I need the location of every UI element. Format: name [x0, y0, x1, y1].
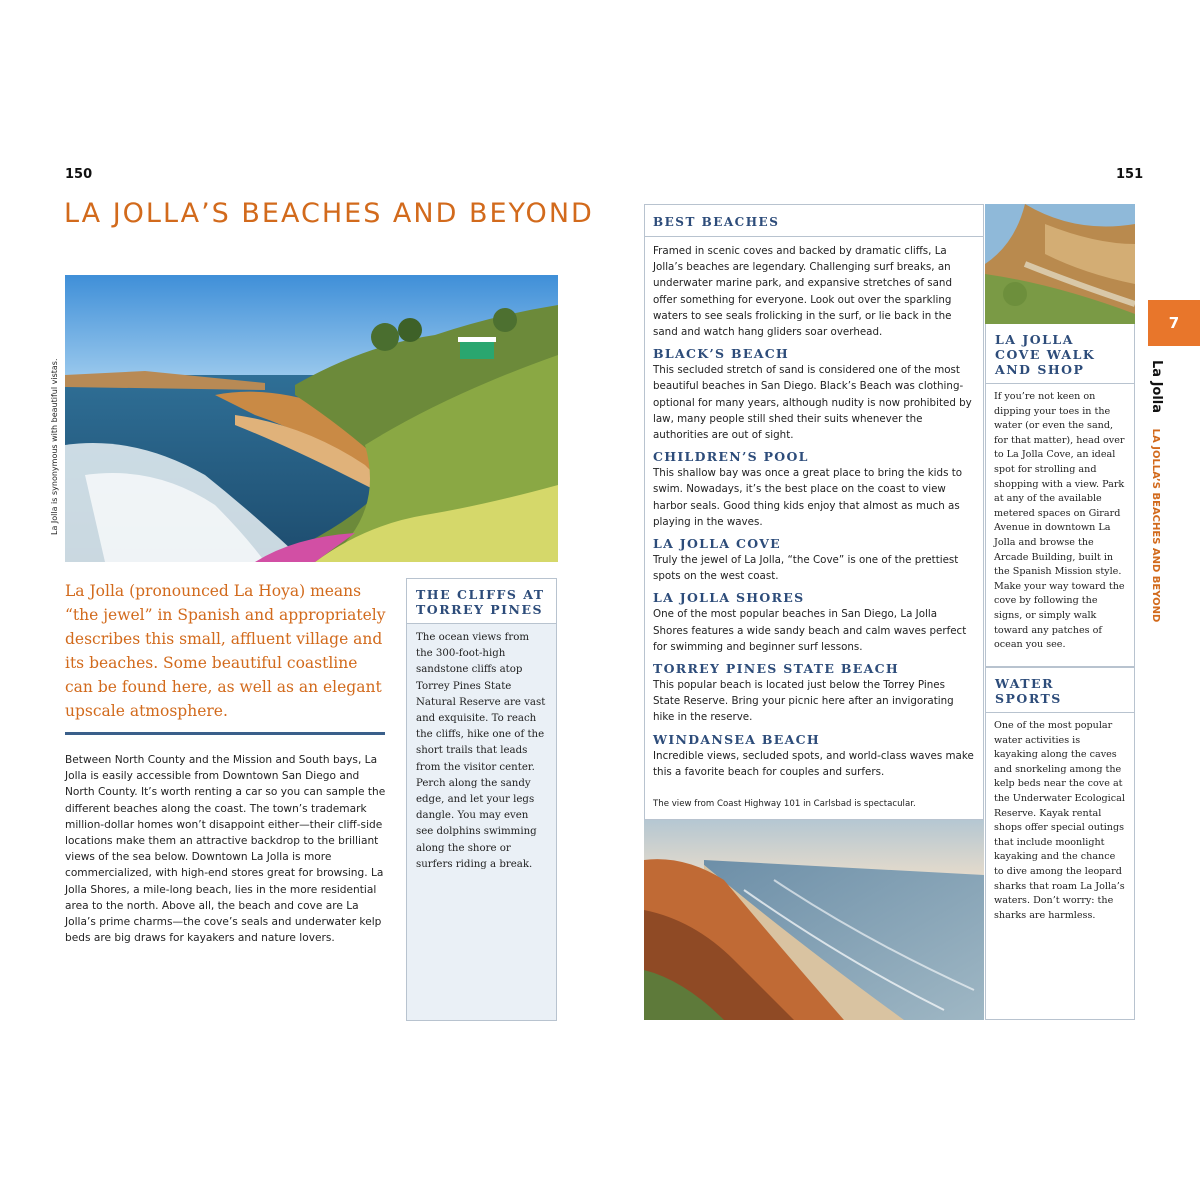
best-beaches-title: BEST BEACHES	[653, 215, 780, 229]
best-beaches-panel	[644, 204, 984, 820]
running-head	[1149, 360, 1168, 622]
beach-description: One of the most popular beaches in San Diego, La Jolla Shores features a wide sandy beach and calm waves perfect for swimming and beginner surf lessons.	[653, 608, 967, 653]
sidebar-water-title: WATER SPORTS	[986, 668, 1134, 713]
coast-photo-caption: The view from Coast Highway 101 in Carlsbad is spectacular.	[653, 799, 916, 809]
best-beaches-header	[645, 205, 983, 237]
coast-photo	[644, 820, 984, 1020]
beach-name: TORREY PINES STATE BEACH	[653, 661, 899, 677]
sidebar-water-sports	[985, 667, 1135, 1020]
sidebar-cove-text: If you’re not keen on dipping your toes in the water (or even the sand, for that matter), head over to La Jolla Cove, an ideal spot for strolling and shopping with a view. Park at any of the available metered spaces on Girard Avenue in downtown La Jolla and browse the Arcade Building, built in the Spanish Mission style. Make your way toward the cove by following the signs, or simply walk toward any patches of ocean you see.	[986, 384, 1134, 659]
intro-divider	[65, 732, 385, 735]
beach-description: Truly the jewel of La Jolla, “the Cove” is one of the prettiest spots on the west coast.	[653, 554, 959, 583]
path-photo	[985, 204, 1135, 324]
cliff-photo	[65, 275, 558, 562]
beach-name: LA JOLLA COVE	[653, 536, 782, 552]
beach-entry	[653, 346, 975, 443]
sidebar-cliffs-text: The ocean views from the 300-foot-high sandstone cliffs atop Torrey Pines State Natural Reserve are vast and exquisite. To reach the cliffs, hike one of the short trails that leads from the visitor center. Perch along the sandy edge, and let your legs dangle. You may even see dolphins swimming along the shore or surfers riding a break.	[416, 632, 546, 870]
best-beaches-intro: Framed in scenic coves and backed by dramatic cliffs, La Jolla’s beaches are legendary. Challenging surf breaks, an underwater marine park, and expansive stretches of sand offer something for everyone. Look out over the sparkling waters to see seals frolicking in the surf, or lie back in the sand and watch hang gliders soar overhead.	[653, 245, 952, 339]
beach-description: This secluded stretch of sand is considered one of the most beautiful beaches in San Diego. Black’s Beach was clothing-optional for many years, although nudity is now prohibited by law, many people still shed their suits whenever the authorities are out of sight.	[653, 364, 972, 442]
beach-name: LA JOLLA SHORES	[653, 590, 805, 606]
beach-entry	[653, 732, 975, 780]
sidebar-cove-title: LA JOLLA COVE WALK AND SHOP	[986, 324, 1134, 384]
beach-description: Incredible views, secluded spots, and world-class waves make this a favorite beach for couples and surfers.	[653, 749, 974, 778]
intro-paragraph: La Jolla (pronounced La Hoya) means “the jewel” in Spanish and appropriately describes this small, affluent village and its beaches. Some beautiful coastline can be found here, as well as an elegant upscale atmosphere.	[65, 582, 386, 720]
beach-entry	[653, 590, 975, 655]
sidebar-cliffs	[406, 578, 557, 1021]
beach-name: CHILDREN’S POOL	[653, 449, 809, 465]
running-head-area: La Jolla	[1149, 360, 1164, 414]
path-photo-graphic	[985, 204, 1135, 324]
beach-name: WINDANSEA BEACH	[653, 731, 820, 747]
sidebar-cliffs-title: THE CLIFFS AT TORREY PINES	[407, 579, 556, 624]
beach-entry	[653, 661, 975, 726]
beach-entry	[653, 536, 975, 584]
beach-entry	[653, 449, 975, 530]
photo-caption-vertical: La Jolla is synonymous with beautiful vistas.	[50, 358, 59, 535]
page-number-left: 150	[65, 167, 93, 182]
sidebar-cove	[985, 324, 1135, 667]
page-title: LA JOLLA’S BEACHES AND BEYOND	[64, 198, 594, 229]
sidebar-water-text: One of the most popular water activities is kayaking along the caves and snorkeling among the kelp beds near the cove at the Underwater Ecological Reserve. Kayak rental shops offer special outings that include moonlight kayaking and the chance to dive among the leopard sharks that roam La Jolla’s waters. Don’t worry: the sharks are harmless.	[986, 713, 1134, 929]
page-number-right: 151	[1116, 167, 1144, 182]
coast-photo-graphic	[644, 820, 984, 1020]
chapter-tab: 7	[1148, 300, 1200, 346]
beach-description: This popular beach is located just below the Torrey Pines State Reserve. Bring your picnic here after an invigorating hike in the reserve.	[653, 679, 954, 724]
beach-name: BLACK’S BEACH	[653, 346, 790, 362]
best-beaches-content	[645, 237, 983, 780]
running-head-section: LA JOLLA’S BEACHES AND BEYOND	[1150, 428, 1161, 623]
cliff-photo-graphic	[65, 275, 558, 562]
beach-description: This shallow bay was once a great place to bring the kids to swim. Nowadays, it’s the best place on the coast to view harbor seals. Good thing kids enjoy that almost as much as playing in the waves.	[653, 467, 963, 528]
body-paragraph: Between North County and the Mission and South bays, La Jolla is easily accessible from Downtown San Diego and North County. It’s worth renting a car so you can sample the different beaches along the coast. The town’s trademark million-dollar homes won’t disappoint either—their cliff-side locations make them an attractive backdrop to the brilliant views of the sea below. Downtown La Jolla is more commercialized, with high-end stores great for browsing. La Jolla Shores, a mile-long beach, lies in the more residential area to the north. Above all, the beach and cove are La Jolla’s prime charms—the cove’s seals and underwater kelp beds are big draws for kayakers and nature lovers.	[65, 754, 386, 945]
